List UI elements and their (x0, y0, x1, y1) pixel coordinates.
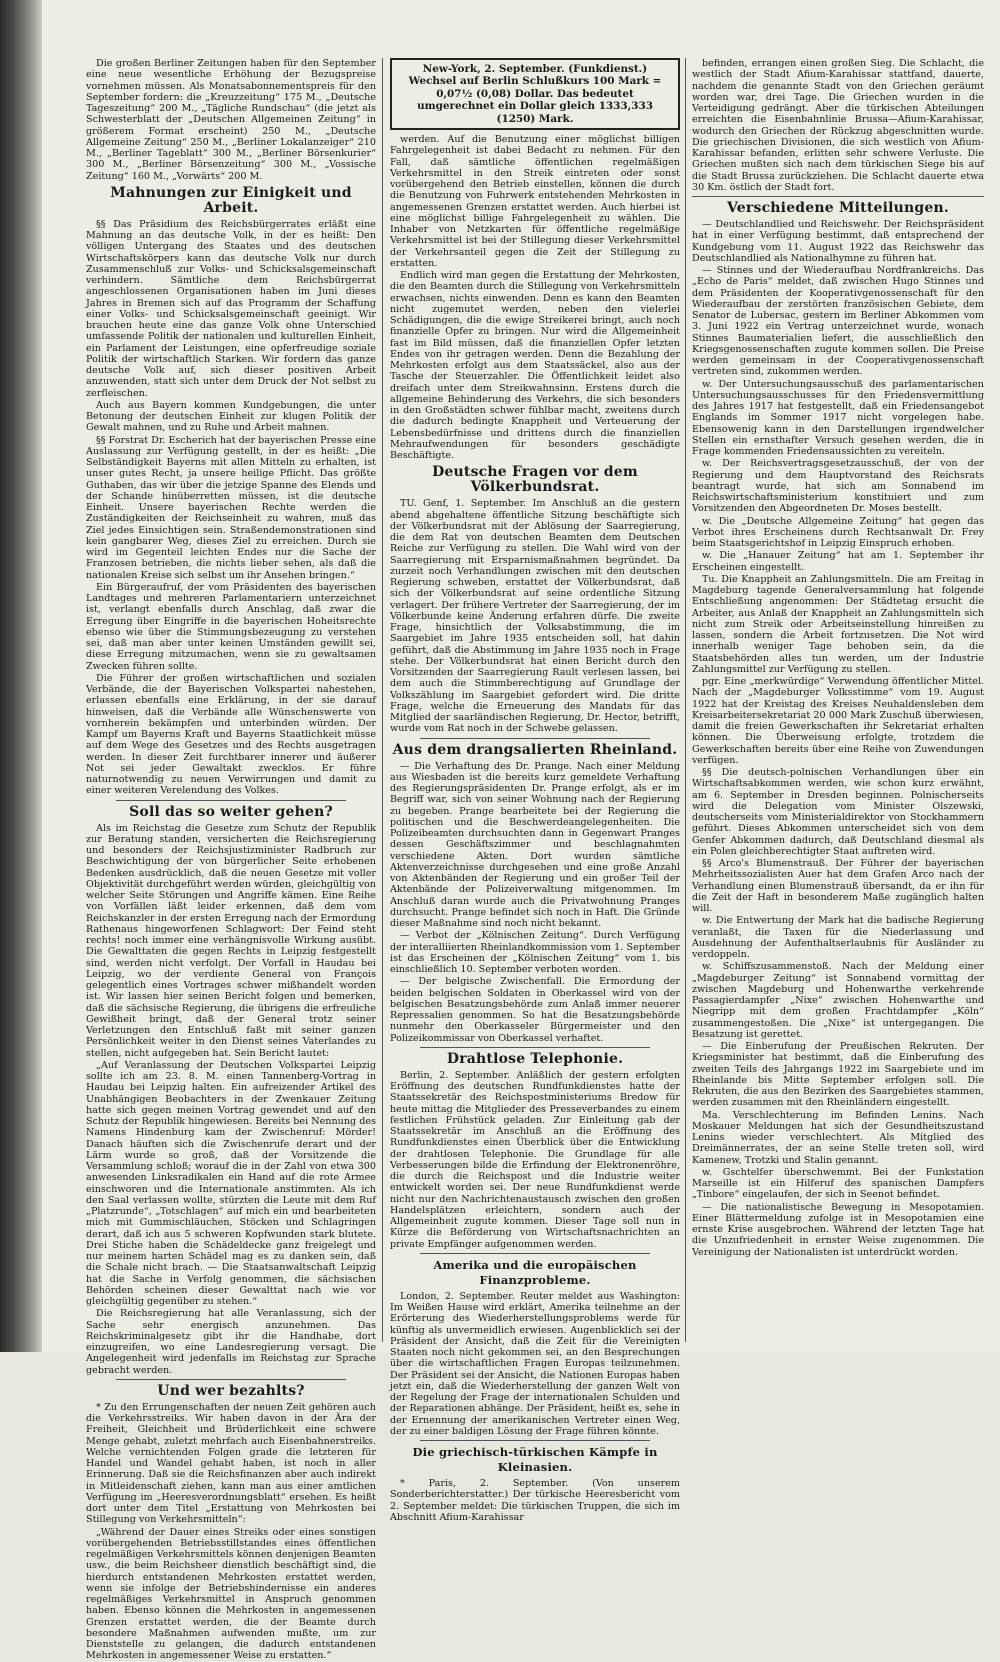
column-1 (86, 58, 377, 1662)
paragraph: — Deutschlandlied und Reichswehr. Der Reichspräsident hat in einer Verfügung bestimmt, daß entsprechend der Kundgebung vom 11. August 1922 das Reichswehr das Deutschlandlied als Nationalhymne zu führen hat. (692, 219, 984, 264)
column-rule-1 (382, 58, 383, 1342)
paragraph: Die Reichsregierung hat alle Veranlassung, sich der Sache sehr energisch anzunehmen. Das Reichskriminalgesetz gibt ihr die Handhabe, dort einzugreifen, wo eine Landesregierung versagt. Die Angelegenheit wird jedenfalls im Reichstag zur Sprache gebracht werden. (86, 1308, 376, 1376)
paragraph: pgr. Eine „merkwürdige“ Verwendung öffentlicher Mittel. Nach der „Magdeburger Volksstimme“ vom 19. August 1922 hat der Kreistag des Kreises Neuhaldensleben dem Kreisarbeitersekretariat 20 000 Mark Zuschuß überwiesen, damit die freien Gewerkschaften ihr Sekretariat erhalten können. Die Überweisung erfolgte, trotzdem die Gewerkschaften bereits über eine Reihe von Zuwendungen verfügen. (692, 676, 984, 766)
divider (692, 196, 984, 197)
paragraph: Endlich wird man gegen die Erstattung der Mehrkosten, die den Beamten durch die Stillegung von Verkehrsmitteln erwachsen, nichts einwenden. Denn es kann den Beamten nicht zugemutet werden, neben den vielerlei Schädigungen, die die ewige Streikerei bringt, auch noch finanzielle Opfer zu bringen. Nur wird die Allgemeinheit fast im Bild müssen, daß die finanziellen Opfer letzten Endes von ihr getragen werden. Denn die Bezahlung der Mehrkosten erfolgt aus dem Staatssäckel, also aus der Tasche der Steuerzahler. Die Öffentlichkeit leidet also dreifach unter dem Streikwahnsinn. Erstens durch die allgemeine Behinderung des Verkehrs, die sich besonders in den Großstädten schwer fühlbar macht, zweitens durch die dadurch bedingte Knappheit und Verteuerung der Lebensbedürfnisse und drittens durch die finanziellen Mehraufwendungen für besonders geschädigte Beschäftigte. (390, 270, 680, 462)
paragraph: TU. Genf, 1. September. Im Anschluß an die gestern abend abgehaltene öffentliche Sitzung beschäftigte sich der Völkerbundsrat mit der Ablösung der Saarregierung, die dem Rat von deutschen Beamten dem Deutschen Reiche zur Verfügung zu stellen. Die Wahl wird von der Saarregierung mit Ersparnismaßnahmen begründet. Da zurzeit noch Verhandlungen zwischen mit den deutschen Regierung schweben, erstattet der Völkerbundsrat, daß sich der Völkerbundsrat auf seine ordentliche Sitzung verlagert. Der frühere Vertreter der Saarregierung, der im Völkerbunde keine Änderung erfahren dürfe. Die zweite Frage, hinsichtlich der Volksabstimmung, die im Saargebiet im Jahre 1935 entscheiden soll, hat dahin geführt, daß die Abstimmung im Jahre 1935 noch in Frage stehe. Der Völkerbundsrat hat einen Bericht durch den Vorsitzenden der Saarregierung Rault verlesen lassen, bei dem auch die Stimmberechtigung auf Grundlage der Volkszählung im Saargebiet gefordert wird. Die dritte Frage, welche die Erneuerung des Mandats für das Mitglied der saarländischen Regierung, Dr. Hector, betrifft, wurde vom Rat noch in der Schwebe gelassen. (390, 498, 680, 735)
paragraph: — Die nationalistische Bewegung in Mesopotamien. Einer Blättermeldung zufolge ist in Mesopotamien eine ernste Krise ausgebrochen. Während der letzten Tage hat die Unzufriedenheit in ernster Weise zugenommen. Die Vereinigung der Nationalisten ist unterdrückt worden. (692, 1201, 984, 1258)
article-headline: Mahnungen zur Einigkeit und Arbeit. (110, 184, 352, 216)
paragraph: * Paris, 2. September. (Von unserem Sonderberichterstatter.) Der türkische Heeresbericht vom 2. September meldet: Die türkischen Truppen, die sich im Abschnitt Afium-Karahissar (390, 1478, 680, 1523)
paragraph: w. Die „Hanauer Zeitung“ hat am 1. September ihr Erscheinen eingestellt. (692, 550, 984, 573)
column-rule-2 (685, 58, 686, 1342)
article-body (86, 823, 376, 1376)
paragraph: w. Die Entwertung der Mark hat die badische Regierung veranlaßt, die Taxen für die Niederlassung und Ausdehnung der Aufenthaltserlaubnis für Ausländer zu verdoppeln. (692, 915, 984, 960)
divider (116, 800, 346, 801)
article-body (86, 219, 376, 797)
paragraph: werden. Auf die Benutzung einer möglichst billigen Fahrgelegenheit ist dabei Bedacht zu nehmen. Für den Fall, daß sämtliche öffentlichen regelmäßigen Verkehrsmittel in den Streik eintreten oder sonst vorübergehend den Betrieb einstellen, können die durch die Benutzung von Fuhrwerk entstehenden Mehrkosten in angemessenen Grenzen erstattet werden. Auch hierbei ist eine möglichst billige Fahrgelegenheit zu wählen. Die Inhaber von Netzkarten für öffentliche regelmäßige Verkehrsmittel ist bei der Stillegung dieser Verkehrsmittel der Verkehrsanteil gegen die Zeit der Stillegung zu erstatten. (390, 134, 680, 269)
divider (420, 1440, 650, 1441)
divider (420, 738, 650, 739)
article-body (390, 1478, 680, 1523)
paragraph: London, 2. September. Reuter meldet aus Washington: Im Weißen Hause wird erklärt, Amerika teilnehme an der Erörterung des Wiederherstellungsproblems werde für künftig als unvermeidlich erwiesen. Augenblicklich sei der Präsident der Ansicht, daß die Zeit für die Vereinigten Staaten noch nicht gekommen sei, an den Besprechungen über die wirtschaftlichen Fragen Europas teilzunehmen. Der Präsident sei der Ansicht, die Nationen Europas haben jetzt ein, daß die Wiederherstellung der ganzen Welt von der Regelung der Frage der internationalen Schulden und der Reparationen abhänge. Der Präsident, heißt es, sehe in der Ernennung der amerikanischen Vertreter einen Weg, der zu einer baldigen Lösung der Frage führen könnte. (390, 1290, 680, 1437)
page-binding-edge (0, 0, 42, 1352)
paragraph: — Die Verhaftung des Dr. Prange. Nach einer Meldung aus Wiesbaden ist die bereits kurz gemeldete Verhaftung des Regierungspräsidenten Dr. Prange erfolgt, als er im Begriff war, sich von seiner Wohnung nach der Regierung zu begeben. Prange bearbeitete bei der Regierung die politischen und die Beschwerdeangelegenheiten. Die Polizeibeamten durchsuchten dann in Gegenwart Pranges dessen Geschäftszimmer und beschlagnahmten verschiedene Akten. Dort wurden sämtliche Aktenverzeichnisse durchgesehen und eine große Anzahl von Aktenbänden der Regierung und ein großer Teil der Aktenbände der Polizeiverwaltung mitgenommen. Im Anschluß daran wurde auch die Privatwohnung Pranges durchsucht. Prange befindet sich noch in Haft. Die Gründe dieser Maßnahme sind noch nicht bekannt. (390, 760, 680, 930)
article-body (692, 219, 984, 1258)
paragraph: Tu. Die Knappheit an Zahlungsmitteln. Die am Freitag in Magdeburg tagende Generalversammlung hat folgende Entschließung angenommen: Der Städtetag ersucht die Arbeiter, aus Anlaß der Knappheit an Zahlungsmitteln sich nicht zum Streik oder Arbeitseinstellung hinreißen zu lassen, sondern die Arbeit fortzusetzen. Die Not wird innerhalb weniger Tage behoben sein, da die Staatsbehörden alles tun werden, um der Industrie Zahlungsmittel zur Verfügung zu stellen. (692, 573, 984, 675)
paragraph: * Zu den Errungenschaften der neuen Zeit gehören auch die Verkehrsstreiks. Wir haben davon in der Ära der Freiheit, Gleichheit und Brüderlichkeit eine schwere Menge gehabt, zuletzt mehrfach auch Eisenbahnerstreiks. Welche vernichtenden Folgen grade die letzteren für Handel und Wandel gehabt haben, ist noch in aller Erinnerung. Daß sie die Reichsfinanzen aber auch indirekt in Mitleidenschaft ziehen, kann man aus einer amtlichen Verfügung im „Heeresverordnungsblatt“ ersehen. Es heißt dort unter dem Titel „Erstattung von Mehrkosten bei Stillegung von Verkehrsmitteln“: (86, 1401, 376, 1526)
paragraph: „Auf Veranlassung der Deutschen Volkspartei Leipzig sollte ich am 23. 8. M. einen Tannenberg-Vortrag in Haudau bei Leipzig halten. Ein aufreizender Artikel des Unabhängigen Beobachters in der Zwenkauer Zeitung hatte sich gegen meinen Vortrag gewendet und auf den Schutz der Republik hingewiesen. Bereits bei Nennung des Namens Hindenburg kam der Zwischenruf: Mörder! Danach häuften sich die Zwischenrufe derart und der Lärm wurde so groß, daß der Vorsitzende die Versammlung schloß; worauf die in der Zahl von etwa 300 anwesenden Linksradikalen ein Hand auf die rote Armee einschworen und die Internationale anstimmten. Als ich den Saal verlassen wollte, stürzten die Leute mit dem Ruf „Platzrunde“, „Totschlagen“ auf mich ein und bearbeiteten mich mit Gummischläuchen, Stöcken und Schlagringen derart, daß ich aus 5 schweren Kopfwunden stark blutete. Drei Stiche haben die Schädeldecke ganz freigelegt und nur meinem harten Schädel mag es zu danken sein, daß die Schale nicht brach. — Die Staatsanwaltschaft Leipzig hat die Sache in Verfolg genommen, die sächsischen Behörden scheinen dieser Gewalttat nach wie vor gleichgültig gegenüber zu stehen.“ (86, 1059, 376, 1307)
paragraph: Berlin, 2. September. Anläßlich der gestern erfolgten Eröffnung des deutschen Rundfunkdienstes hatte der Staatssekretär des Reichspostministeriums Bredow für heute mittag die Mitglieder des Presseverbandes zu einem festlichen Frühstück geladen. Zur Einleitung gab der Staatssekretär im Anschluß an die Eröffnung des Rundfunkdienstes einen Überblick über die Entwicklung der drahtlosen Telephonie. Die Grundlage für alle Verbesserungen bilde die Erfindung der Elektronenröhre, die durch die Reichspost und die Industrie weiter entwickelt worden sei. Der neue Rundfunkdienst werde nicht nur den Nachrichtenaustausch zwischen den großen Handelsplätzen erleichtern, sondern auch der Allgemeinheit zugute kommen. Dieser Tage soll nun in Kürze die Beförderung von Wirtschaftsnachrichten an private Empfänger aufgenommen werden. (390, 1069, 680, 1250)
paragraph: Ma. Verschlechterung im Befinden Lenins. Nach Moskauer Meldungen hat sich der Gesundheitszustand Lenins wieder verschlechtert. Als Mitglied des Dreimännerrates, der an seine Stelle treten soll, wird Kamenew, Trotzki und Stalin genannt. (692, 1109, 984, 1166)
article-headline: Amerika und die europäischen Finanzprobleme. (433, 1257, 637, 1287)
divider (420, 1047, 650, 1048)
divider (116, 1379, 346, 1380)
paragraph: Die Führer der großen wirtschaftlichen und sozialen Verbände, die der Bayerischen Volkspartei nahestehen, erlassen ebenfalls eine Erklärung, in der sie darauf hinweisen, daß die Verbände alle Wünschenswerte von vornherein bekämpfen und unterbinden würden. Der Kampf um Bayerns Kraft und Bayerns Staatlichkeit müsse auf dem Wege des Gesetzes und des Rechts ausgetragen werden. In dieser Zeit furchtbarer innerer und äußerer Not sei jeder Gewaltakt zwecklos. Er führe naturnotwendig zu neuen Verwirrungen und damit zu einer weiteren Verelendung des Volkes. (86, 672, 376, 797)
article-headline: Verschiedene Mitteilungen. (727, 200, 949, 216)
article-headline: Soll das so weiter gehen? (129, 803, 333, 820)
paragraph: — Der belgische Zwischenfall. Die Ermordung der beiden belgischen Soldaten in Oberkassel wird von der belgischen Besatzungsbehörde zum Anlaß immer neuerer Repressalien genommen. So hat die Besatzungsbehörde nunmehr den Oberkasseler Bürgermeister und den Polizeikommissar von Oberkassel verhaftet. (390, 976, 680, 1044)
exchange-rate-box: New-York, 2. September. (Funkdienst.) Wechsel auf Berlin Schlußkurs 100 Mark = 0,07½ (0,08) Dollar. Das bedeutet umgerechnet ein Dollar gleich 1333,333 (1250) Mark. (390, 58, 680, 130)
column-3 (692, 58, 984, 1342)
article-body (390, 1291, 680, 1437)
article-body (390, 1070, 680, 1250)
article-body (390, 761, 680, 1044)
article-headline: Und wer bezahlts? (157, 1382, 305, 1399)
paragraph: §§ Arco's Blumenstrauß. Der Führer der bayerischen Mehrheitssozialisten Auer hat dem Grafen Arco nach der Verhandlung einen Blumenstrauß übersandt, da er ihn für die Zeit der Haft in besonderem Maße zugänglich halten will. (692, 858, 984, 914)
paragraph: w. Der Reichsvertragsgesetzausschuß, der von der Regierung und dem Hauptvorstand des Reichsrats beantragt wurde, hat sich am Sonnabend im Reichswirtschaftsministerium konstituiert und zum Vorsitzenden den Abgeordneten Dr. Moses bestellt. (692, 458, 984, 515)
paragraph: w. Gschtelfer überschwemmt. Bei der Funkstation Marseille ist ein Hilferuf des spanischen Dampfers „Tinbore“ eingelaufen, der sich in Seenot befindet. (692, 1166, 984, 1201)
paragraph: w. Schiffszusammenstoß. Nach der Meldung einer „Magdeburger Zeitung“ ist Sonnabend vormittag der zwischen Magdeburg und Hohenwarthe verkehrende Passagierdampfer „Nixe“ zwischen Hohenwarthe und Niegripp mit dem großen Frachtdampfer „Köln“ zusammengestoßen. Die „Nixe“ ist untergegangen. Die Besatzung ist gerettet. (692, 961, 984, 1040)
article-body (390, 498, 680, 734)
paragraph: §§ Das Präsidium des Reichsbürgerrates erläßt eine Mahnung an das deutsche Volk, in der es heißt: Den völligen Untergang des Staates und des deutschen Wirtschaftskörpers kann das deutsche Volk nur durch Zusammenschluß zur Volks- und Schicksalsgemeinschaft verhindern. Sämtliche dem Reichsbürgerrat angeschlossenen Organisationen haben im Juni dieses Jahres in Bremen sich auf das Programm der Schaffung einer Volks- und Schicksalsgemeinschaft geeinigt. Wir brauchen heute eine das ganze Volk ohne Unterschied umfassende Politik der nationalen und kulturellen Einheit, ein Parlament der Leistungen, eine opferfreudige soziale Politik der wirtschaftlich Starken. Wir fordern das ganze deutsche Volk auf, sich dieser positiven Arbeit anzuwenden, statt sich unter dem Druck der Not selbst zu zerfleischen. (86, 218, 376, 399)
subscription-notice: Die großen Berliner Zeitungen haben für den September eine neue wesentliche Erhöhung der Bezugspreise vornehmen müssen. Als Monatsabonnementspreis für den September fordern: die „Kreuzzeitung“ 175 M., „Deutsche Tageszeitung“ 200 M., „Tägliche Rundschau“ (die jetzt als Schwesterblatt der „Deutschen Allgemeinen Zeitung“ in größerem Format erscheint) 250 M., „Deutsche Allgemeine Zeitung“ 250 M., „Berliner Lokalanzeiger“ 210 M., „Berliner Tageblatt“ 300 M., „Berliner Börsenkurier“ 300 M., „Berliner Börsenzeitung“ 300 M., „Vossische Zeitung“ 160 M., „Vorwärts“ 200 M. (86, 58, 376, 182)
paragraph: Als im Reichstag die Gesetze zum Schutz der Republik zur Beratung standen, versicherten die Reichsregierung und besonders der Reichsjustizminister Radbruch zur Beschwichtigung der von bürgerlicher Seite erhobenen Bedenken ausdrücklich, daß die neuen Gesetze mit voller Objektivität durchgeführt werden würden, gleichgültig von welcher Seite Störungen und Angriffe kämen. Eine Reihe von Vorfällen läßt leider erkennen, daß dem vom Reichskanzler in der ersten Erregung nach der Ermordung Rathenaus hingeworfenen Schlagwort: Der Feind steht rechts! noch immer eine verhängnisvolle Wirkung ausübt. Die Gewalttaten die gegen Rechts in Leipzig festgestellt sind, werden nicht verfolgt. Der Vorfall in Haudau bei Leipzig, wo der verdiente General von François gelegentlich eines Vortrages schwer mißhandelt worden ist. Wir lassen hier seinen Bericht folgen und bemerken, daß die sächsische Regierung, die übrigens die erfreuliche Gewißheit bringt, daß der General trotz seiner Verletzungen den Entschluß faßt mit seiner ganzen Persönlichkeit weiter in den Dienst seines Vaterlandes zu stellen, nicht aufgegeben hat. Sein Bericht lautet: (86, 822, 376, 1059)
article-headline: Drahtlose Telephonie. (446, 1050, 624, 1067)
article-body (692, 58, 984, 193)
divider (420, 1253, 650, 1254)
article-headline: Aus dem drangsalierten Rheinland. (392, 741, 678, 758)
article-body (390, 134, 680, 461)
article-headline: Deutsche Fragen vor dem Völkerbundsrat. (432, 464, 638, 496)
paragraph: — Verbot der „Kölnischen Zeitung“. Durch Verfügung der interalliierten Rheinlandkommission vom 1. September ist das Erscheinen der „Kölnischen Zeitung“ vom 1. bis einschließlich 10. September verboten worden. (390, 930, 680, 976)
article-headline: Die griechisch-türkischen Kämpfe in Kleinasien. (412, 1445, 658, 1475)
paragraph: — Stinnes und der Wiederaufbau Nordfrankreichs. Das „Echo de Paris“ meldet, daß zwischen Hugo Stinnes und dem Präsidenten der Kooperativgenossenschaft für den Wiederaufbau der zerstörten französischen Gebiete, dem Senator de Lubersac, gestern im Berliner Abkommen vom 3. Juni 1922 ein Vertrag unterzeichnet wurde, wonach Stinnes Baumaterialien liefert, die ausschließlich den Kriegsgenossenschaften zugute kommen sollen. Die Preise werden gemeinsam in der Cooperativgenossenschaft vertreten sind, zukommen werden. (692, 265, 984, 378)
paragraph: Ein Bürgeraufruf, der vom Präsidenten des bayerischen Landtages und mehreren Parlamentariern unterzeichnet ist, verlangt ebenfalls durch Anschlag, daß zwar die Erregung über Eingriffe in die bayerischen Hoheitsrechte ebenso wie über die Stimmungsbezeugung zu verstehen sei, daß man aber unter keinen Umständen gewillt sei, diese Erregung mitzumachen, wenn sie zu gewaltsamen Zwecken führen sollte. (86, 581, 376, 672)
paragraph: befinden, errangen einen großen Sieg. Die Schlacht, die westlich der Stadt Afium-Karahissar stattfand, dauerte, nachdem die genannte Stadt von den Griechen geräumt worden war, drei Tage. Die Griechen wurden in die Verteidigung gedrängt. Aber die türkischen Abteilungen erreichten die Eisenbahnlinie Brussa—Afium-Karahissar, wodurch den Griechen der Rückzug abgeschnitten wurde. Die griechischen Divisionen, die sich westlich von Afium-Karahissar befanden, erlitten sehr schwere Verluste. Die Griechen mußten sich nach dem türkischen Siege bis auf die Stadt Brussa zurückziehen. Die Schlacht dauerte etwa 30 Km. östlich der Stadt fort. (692, 58, 984, 193)
paragraph: — Die Einberufung der Preußischen Rekruten. Der Kriegsminister hat bestimmt, daß die Einberufung des zweiten Teils des Jahrgangs 1922 im Saargebiete und im Rheinlande bis Mitte September erfolgen soll. Die Rekruten, die aus den Bezirken des Saargebietes stammen, werden zusammen mit den Rheinländern eingestellt. (692, 1041, 984, 1109)
paragraph: w. Die „Deutsche Allgemeine Zeitung“ hat gegen das Verbot ihres Erscheinens durch Rechtsanwalt Dr. Frey beim Staatsgerichtshof in Leipzig Einspruch erhoben. (692, 515, 984, 549)
article-body (86, 1402, 376, 1662)
column-2 (390, 58, 680, 1523)
paragraph: w. Der Untersuchungsausschuß des parlamentarischen Untersuchungsausschusses für den Friedensvermittlung des Jahres 1917 hat festgestellt, daß ein Friedensangebot Englands im Sommer 1917 nicht vorgelegen habe. Ebensowenig kann in den Darstellungen irgendwelcher Stellen ein ernsthafter Versuch gesehen werden, die in Frage kommenden Friedensaussichten zu vereiteln. (692, 378, 984, 457)
paragraph: „Während der Dauer eines Streiks oder eines sonstigen vorübergehenden Betriebsstillstandes eines öffentlichen regelmäßigen Verkehrsmittels können denjenigen Beamten usw., die beim Reichsheer dienstlich beschäftigt sind, die hierdurch entstandenen Mehrkosten erstattet werden, wenn sie infolge der Betriebshindernisse ein anderes regelmäßiges Verkehrsmittel in Anspruch genommen haben. Ebenso können die Mehrkosten in angemessenen Grenzen erstattet werden, die der Beamte durch besondere Maßnahmen aufwenden mußte, um zur Dienststelle zu gelangen, die dadurch entstandenen Mehrkosten in angemessener Weise zu erstatten.“ (86, 1526, 376, 1662)
paragraph: §§ Die deutsch-polnischen Verhandlungen über ein Wirtschaftsabkommen werden, wie schon kurz erwähnt, am 6. September in Dresden beginnen. Polnischerseits wird die Delegation vom Minister Olszewski, deutscherseits vom Ministerialdirektor von Stockhammern geführt. Dieses Abkommen unterscheidet sich von dem Genfer Abkommen dadurch, daß Deutschland diesmal als ein Polen gleichberechtigter Staat auftreten wird. (692, 767, 984, 857)
paragraph: §§ Forstrat Dr. Escherich hat der bayerischen Presse eine Auslassung zur Verfügung gestellt, in der es heißt: „Die Selbständigkeit Bayerns mit allen Mitteln zu erhalten, ist unser gutes Recht, ja unsere heilige Pflicht. Das größte Guthaben, das wir über die jetzige Spanne des Elends und der Schande hinüberretten müssen, ist die deutsche Einheit. Unsere bayerischen Rechte werden die Zuständigkeiten der Reichseinheit zu wahren, muß das Ziel jedes Einsichtigen sein. Straßendemonstrationen sind kein gangbarer Weg, dieses Ziel zu erreichen. Durch sie wird im Gegenteil leichten Endes nur die Sache der Franzosen betrieben, die nichts lieber sehen, als daß die nationalen Kreise sich selbst um ihr Ansehen bringen.“ (86, 434, 377, 581)
paragraph: Auch aus Bayern kommen Kundgebungen, die unter Betonung der deutschen Einheit zur klugen Politik der Gewalt mahnen, und zu Ruhe und Arbeit mahnen. (86, 399, 376, 434)
